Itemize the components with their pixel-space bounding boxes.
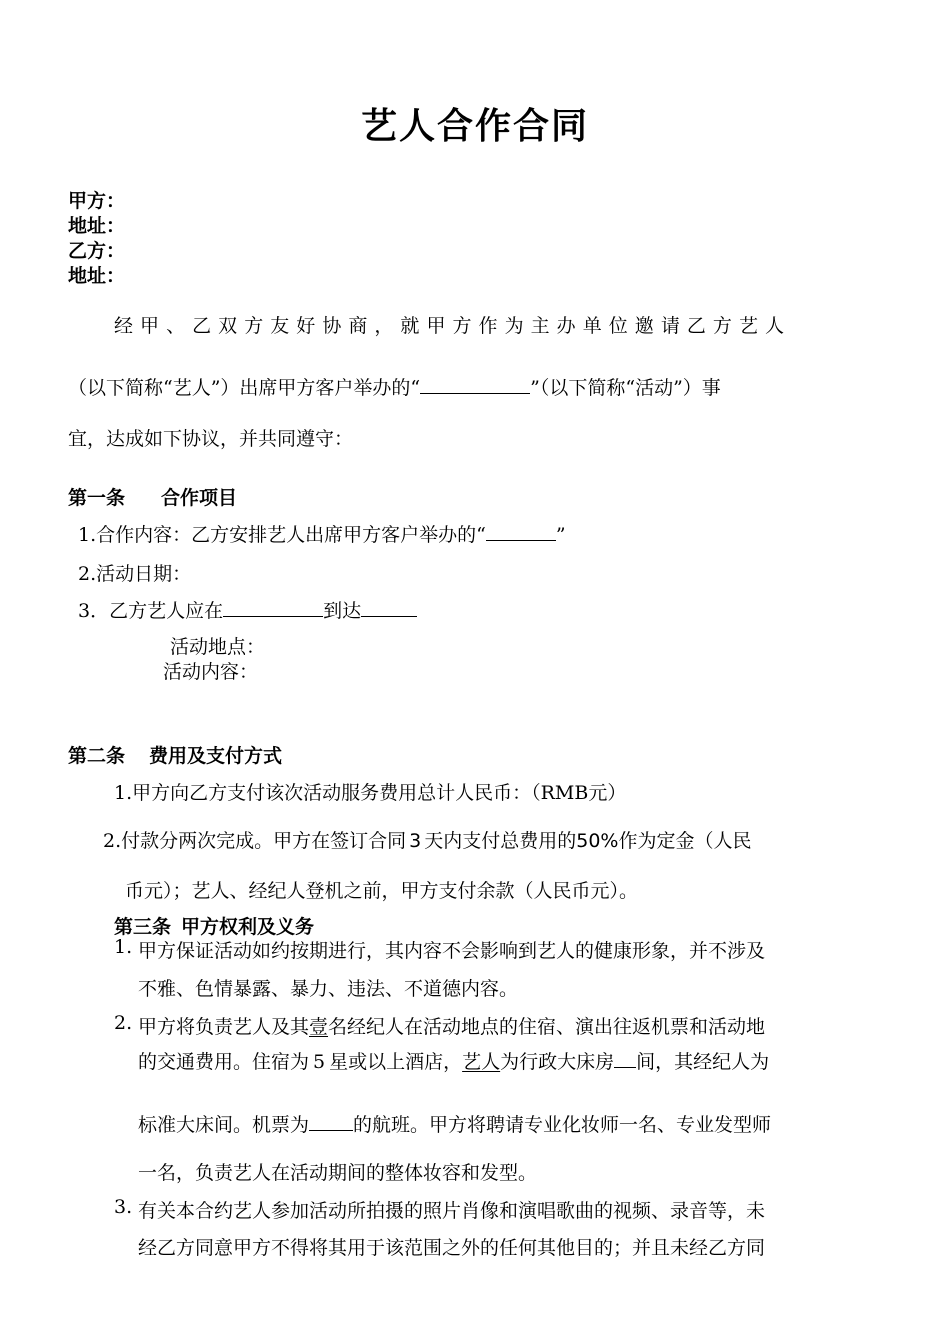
- article-2-days: 3: [409, 830, 422, 852]
- intro-line-1: 经 甲 、 乙 双 方 友 好 协 商 ， 就 甲 方 作 为 主 办 单 位 邀 请 乙 方 艺 人: [114, 315, 785, 337]
- document-title: 艺人合作合同: [360, 106, 589, 147]
- article-1-heading: [68, 483, 237, 510]
- article-2-item-2: [103, 826, 752, 853]
- intro-line-2: [68, 373, 721, 400]
- article-1-title: 合作项目: [161, 487, 238, 509]
- article-3-item-2-line-4: 一名，负责艺人在活动期间的整体妆容和发型。: [138, 1162, 538, 1184]
- article-3-item-2-text-d: 星或以上酒店，: [329, 1051, 463, 1073]
- article-2-number: 第二条: [68, 745, 126, 767]
- article-3-item-1-line-2: 不雅、色情暴露、暴力、违法、不道德内容。: [138, 978, 519, 1000]
- article-2-item-2-c: 作为定金（人民: [618, 830, 752, 852]
- intro-line-2-end: ”（以下简称“活动”）事: [530, 377, 721, 399]
- article-2-item-2-line-2: 币元）；艺人、经纪人登机之前，甲方支付余款（人民币元）。: [125, 880, 639, 902]
- article-2-percent: 50%: [576, 830, 619, 852]
- room-count-blank: [614, 1049, 636, 1068]
- article-3-item-2-text-f: 间，其经纪人为: [636, 1051, 770, 1073]
- article-3-item-3-number: 3.: [114, 1196, 133, 1218]
- article-1-number: 第一条: [68, 487, 126, 509]
- article-3-item-2-line-1: [138, 1012, 765, 1039]
- article-3-item-2-text-g: 标准大床间。机票为: [138, 1114, 310, 1136]
- arrival-time-blank: [223, 598, 323, 617]
- article-3-number: 第三条: [114, 916, 172, 938]
- article-2-item-2-b: 天内支付总费用的: [424, 830, 577, 852]
- article-1-item-3: [78, 596, 417, 623]
- cooperation-blank: [486, 522, 556, 541]
- article-3-item-2-text-c: 的交通费用。住宿为: [138, 1051, 310, 1073]
- artist-underlined: 艺人: [462, 1051, 501, 1073]
- article-2-item-2-a: 2.付款分两次完成。甲方在签订合同: [103, 830, 407, 852]
- article-3-heading: [114, 912, 314, 939]
- article-3-item-1-number: 1.: [114, 936, 133, 958]
- hotel-stars: 5: [313, 1051, 326, 1073]
- event-content-label: 活动内容：: [163, 661, 259, 683]
- party-b-address-label: 地址：: [68, 265, 126, 287]
- article-1-item-1-end: ”: [555, 524, 566, 546]
- flight-class-blank: [309, 1112, 353, 1131]
- article-3-item-2-text-e: 为行政大床房: [500, 1051, 615, 1073]
- article-3-item-3-line-2: 经乙方同意甲方不得将其用于该范围之外的任何其他目的；并且未经乙方同: [138, 1237, 766, 1259]
- party-a-address-label: 地址：: [68, 215, 126, 237]
- arrival-place-blank: [361, 598, 417, 617]
- intro-line-3: 宜，达成如下协议，并共同遵守：: [68, 428, 354, 450]
- article-3-item-3-line-1: 有关本合约艺人参加活动所拍摄的照片肖像和演唱歌曲的视频、录音等，未: [138, 1200, 766, 1222]
- article-2-title: 费用及支付方式: [149, 745, 283, 767]
- article-3-title: 甲方权利及义务: [181, 916, 315, 938]
- article-2-item-1: 1.甲方向乙方支付该次活动服务费用总计人民币：（RMB元）: [114, 782, 627, 804]
- article-1-item-3-text: 3．乙方艺人应在: [78, 600, 224, 622]
- article-3-item-2-text-b: 名经纪人在活动地点的住宿、演出往返机票和活动地: [328, 1016, 766, 1038]
- article-3-item-1-line-1: 甲方保证活动如约按期进行，其内容不会影响到艺人的健康形象，并不涉及: [138, 940, 766, 962]
- agent-count: 壹: [309, 1016, 329, 1038]
- party-a-label: 甲方：: [68, 190, 126, 212]
- article-1-item-2: 2.活动日期：: [78, 563, 192, 585]
- article-3-item-2-line-3: [138, 1110, 771, 1137]
- article-3-item-2-text-h: 的航班。甲方将聘请专业化妆师一名、专业发型师: [353, 1114, 772, 1136]
- party-b-label: 乙方：: [68, 240, 126, 262]
- intro-line-2-start: （以下简称“艺人”）出席甲方客户举办的“: [68, 377, 421, 399]
- article-1-item-1: [78, 520, 566, 547]
- article-2-heading: [68, 741, 282, 768]
- event-location-label: 活动地点：: [170, 636, 266, 658]
- article-3-item-2-text-a: 甲方将负责艺人及其: [138, 1016, 310, 1038]
- event-name-blank: [420, 375, 530, 394]
- article-1-item-1-text: 1.合作内容：乙方安排艺人出席甲方客户举办的“: [78, 524, 486, 546]
- article-3-item-2-number: 2.: [114, 1012, 133, 1034]
- article-1-item-3-arrive: 到达: [323, 600, 362, 622]
- article-3-item-2-line-2: [138, 1047, 769, 1074]
